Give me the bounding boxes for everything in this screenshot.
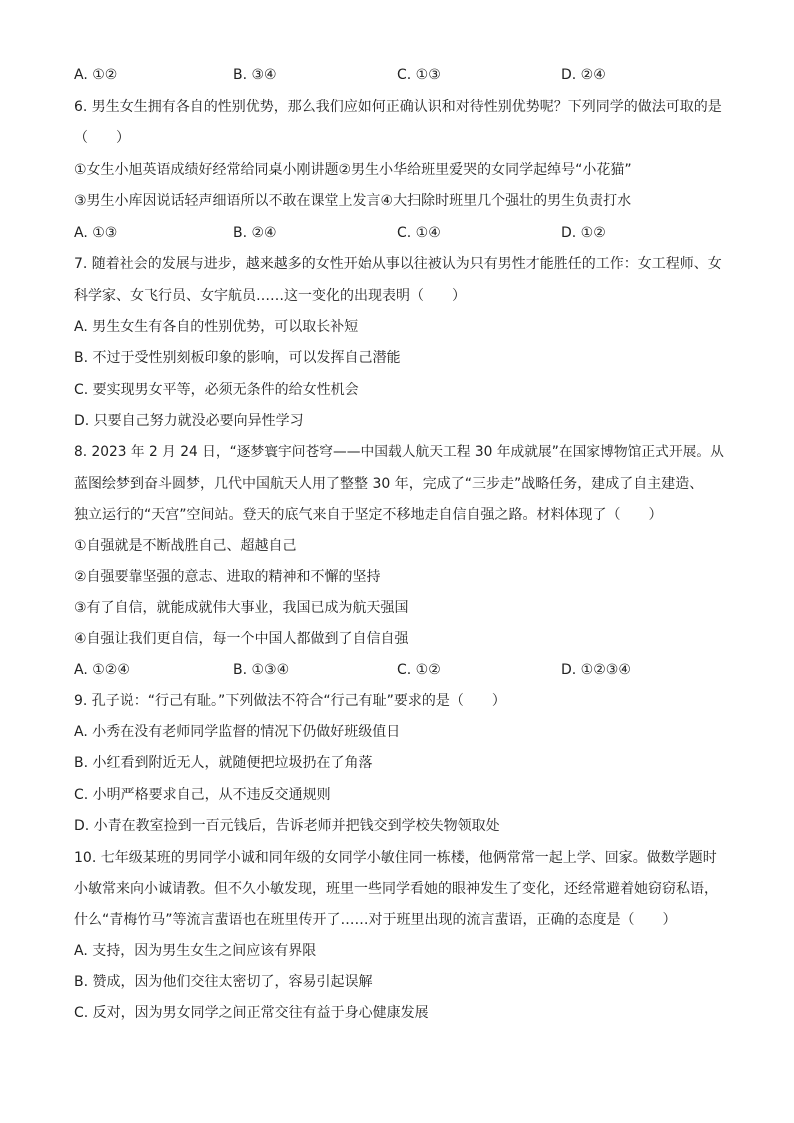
- q8-statement-2: ②自强要靠坚强的意志、进取的精神和不懈的坚持: [74, 569, 381, 585]
- q7-option-d: D. 只要自己努力就没必要向异性学习: [74, 413, 304, 429]
- q10-option-a: A. 支持，因为男生女生之间应该有界限: [74, 943, 317, 959]
- q9-option-a: A. 小秀在没有老师同学监督的情况下仍做好班级值日: [74, 724, 401, 740]
- q7-option-c: C. 要实现男女平等，必须无条件的给女性机会: [74, 382, 359, 398]
- q8-statement-4: ④自强让我们更自信，每一个中国人都做到了自信自强: [74, 631, 409, 647]
- q10-stem-line-1: 10. 七年级某班的男同学小诚和同年级的女同学小敏住同一栋楼，他俩常常一起上学、回家。做数学题时: [74, 850, 717, 866]
- q6-statement-2: ③男生小库因说话轻声细语所以不敢在课堂上发言④大扫除时班里几个强壮的男生负责打水: [74, 193, 632, 209]
- q7-option-a: A. 男生女生有各自的性别优势，可以取长补短: [74, 319, 359, 335]
- q5-option-d: D. ②④: [561, 67, 606, 83]
- q7-stem-line-2: 科学家、女飞行员、女宇航员……这一变化的出现表明（ ）: [74, 288, 466, 304]
- q6-statement-1: ①女生小旭英语成绩好经常给同桌小刚讲题②男生小华给班里爱哭的女同学起绰号“小花猫”: [74, 162, 632, 178]
- q8-option-a: A. ①②④: [74, 662, 130, 678]
- q8-option-b: B. ①③④: [233, 662, 290, 678]
- q5-option-a: A. ①②: [74, 67, 118, 83]
- q8-stem-line-3: 独立运行的“天宫”空间站。登天的底气来自于坚定不移地走自信自强之路。材料体现了（ ）: [74, 507, 663, 523]
- q6-blank: （ ）: [74, 130, 130, 146]
- q6-option-b: B. ②④: [233, 225, 277, 241]
- q5-option-b: B. ③④: [233, 67, 277, 83]
- q8-option-c: C. ①②: [397, 662, 441, 678]
- q9-option-c: C. 小明严格要求自己，从不违反交通规则: [74, 787, 331, 803]
- q5-option-c: C. ①③: [397, 67, 441, 83]
- q7-stem-line-1: 7. 随着社会的发展与进步，越来越多的女性开始从事以往被认为只有男性才能胜任的工作：女工程师、女: [74, 256, 722, 272]
- q10-stem-line-2: 小敏常来向小诚请教。但不久小敏发现，班里一些同学看她的眼神发生了变化，还经常避着她窃窃私语，: [74, 881, 718, 897]
- q10-stem-line-3: 什么“青梅竹马”等流言蜚语也在班里传开了……对于班里出现的流言蜚语，正确的态度是（ ）: [74, 912, 677, 928]
- q8-options: [74, 660, 724, 680]
- q10-option-b: B. 赞成，因为他们交往太密切了，容易引起误解: [74, 974, 373, 990]
- q10-option-c: C. 反对，因为男女同学之间正常交往有益于身心健康发展: [74, 1005, 429, 1021]
- q8-option-d: D. ①②③④: [561, 662, 631, 678]
- q6-option-d: D. ①②: [561, 225, 606, 241]
- q8-stem-line-1: 8. 2023 年 2 月 24 日，“逐梦寰宇问苍穹——中国载人航天工程 30 年成就展”在国家博物馆正式开展。从: [74, 444, 724, 460]
- q8-statement-3: ③有了自信，就能成就伟大事业，我国已成为航天强国: [74, 600, 409, 616]
- q8-stem-line-2: 蓝图绘梦到奋斗圆梦，几代中国航天人用了整整 30 年，完成了“三步走”战略任务，建成了自主建造、: [74, 476, 704, 492]
- q6-option-a: A. ①③: [74, 225, 118, 241]
- q6-stem: 6. 男生女生拥有各自的性别优势，那么我们应如何正确认识和对待性别优势呢？下列同学的做法可取的是: [74, 99, 722, 115]
- q6-option-c: C. ①④: [397, 225, 441, 241]
- q5-options: [74, 65, 724, 85]
- q6-options: [74, 223, 724, 243]
- q8-statement-1: ①自强就是不断战胜自己、超越自己: [74, 538, 297, 554]
- q9-option-d: D. 小青在教室捡到一百元钱后，告诉老师并把钱交到学校失物领取处: [74, 818, 500, 834]
- q9-stem: 9. 孔子说：“行己有耻。”下列做法不符合“行己有耻”要求的是（ ）: [74, 693, 506, 709]
- q9-option-b: B. 小红看到附近无人，就随便把垃圾扔在了角落: [74, 755, 373, 771]
- q7-option-b: B. 不过于受性别刻板印象的影响，可以发挥自己潜能: [74, 350, 401, 366]
